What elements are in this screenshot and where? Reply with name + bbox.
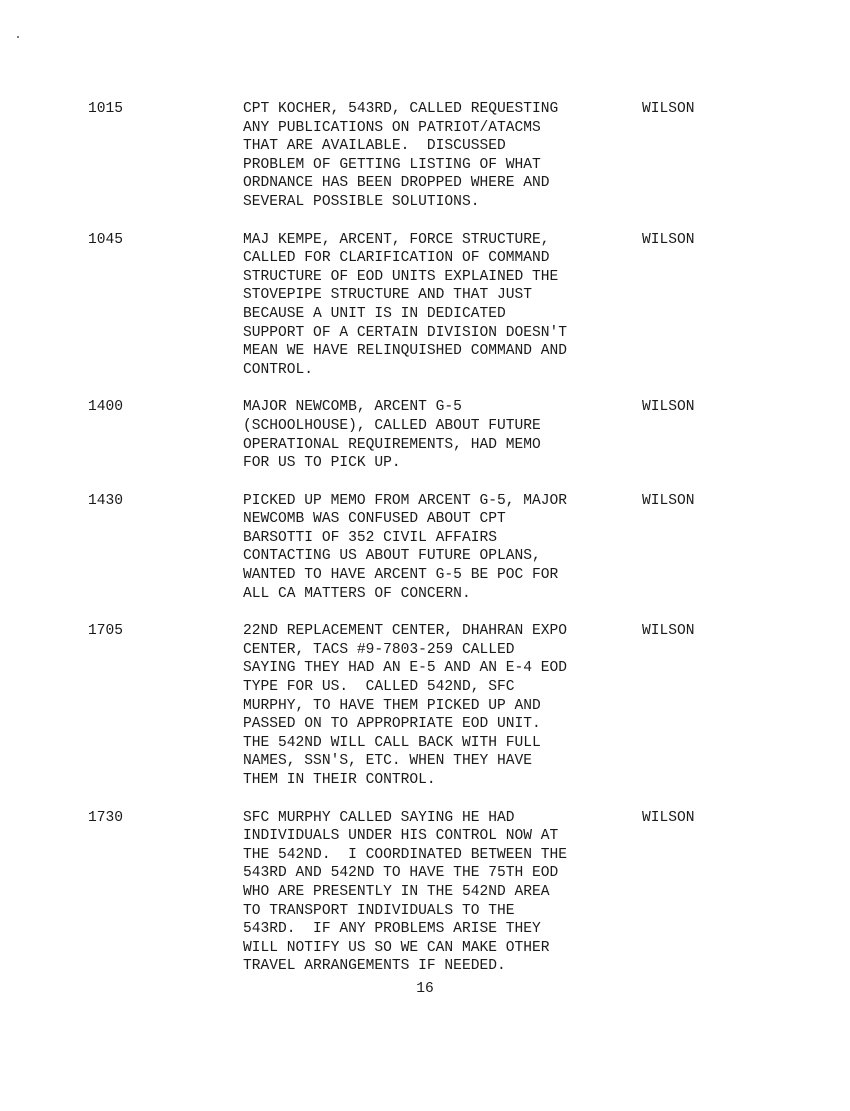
entry-text [243,492,623,604]
log-entry [88,398,808,472]
entry-line: 543RD AND 542ND TO HAVE THE 75TH EOD [243,865,559,882]
entry-line: THEM IN THEIR CONTROL. [243,772,436,788]
entry-text [243,398,623,472]
entry-line: WANTED TO HAVE ARCENT G-5 BE POC FOR [243,567,559,584]
entry-officer: WILSON [642,399,695,416]
entry-line: INDIVIDUALS UNDER HIS CONTROL NOW AT [243,828,559,845]
entry-text [243,622,623,789]
entry-time: 1015 [88,101,124,117]
entry-line: NAMES, SSN'S, ETC. WHEN THEY HAVE [243,753,533,770]
entry-line: SUPPORT OF A CERTAIN DIVISION DOESN'T [243,324,568,341]
log-entries [88,100,808,995]
entry-time: 1705 [88,623,124,640]
page-number: 16 [416,981,434,997]
log-entry [88,622,808,789]
entry-line: CPT KOCHER, 543RD, CALLED REQUESTING [243,101,559,117]
entry-line: OPERATIONAL REQUIREMENTS, HAD MEMO [243,436,541,453]
entry-line: ORDNANCE HAS BEEN DROPPED WHERE AND [243,175,550,192]
entry-time: 1430 [88,492,124,509]
entry-line: BARSOTTI OF 352 CIVIL AFFAIRS [243,529,497,546]
entry-line: TRAVEL ARRANGEMENTS IF NEEDED. [243,958,506,975]
entry-line: BECAUSE A UNIT IS IN DEDICATED [243,305,506,322]
log-entry [88,492,808,604]
entry-line: 543RD. IF ANY PROBLEMS ARISE THEY [243,921,541,938]
entry-line: TYPE FOR US. CALLED 542ND, SFC [243,679,515,696]
entry-line: PASSED ON TO APPROPRIATE EOD UNIT. [243,716,541,733]
entry-line: SFC MURPHY CALLED SAYING HE HAD [243,809,515,826]
entry-line: PICKED UP MEMO FROM ARCENT G-5, MAJOR [243,492,568,509]
entry-line: WHO ARE PRESENTLY IN THE 542ND AREA [243,883,550,900]
entry-line: MURPHY, TO HAVE THEM PICKED UP AND [243,697,541,714]
entry-officer: WILSON [642,623,695,640]
entry-officer: WILSON [642,809,695,826]
entry-line: ALL CA MATTERS OF CONCERN. [243,585,471,602]
entry-line: 22ND REPLACEMENT CENTER, DHAHRAN EXPO [243,623,568,640]
entry-line: THAT ARE AVAILABLE. DISCUSSED [243,138,506,155]
entry-line: MAJ KEMPE, ARCENT, FORCE STRUCTURE, [243,231,550,248]
entry-time: 1400 [88,399,124,416]
entry-line: STOVEPIPE STRUCTURE AND THAT JUST [243,287,533,304]
entry-time: 1045 [88,231,124,248]
entry-officer: WILSON [642,492,695,509]
entry-text [243,809,623,976]
scan-speck [17,36,19,38]
entry-line: CALLED FOR CLARIFICATION OF COMMAND [243,250,550,267]
entry-line: SEVERAL POSSIBLE SOLUTIONS. [243,193,480,210]
log-entry [88,809,808,976]
entry-text [243,231,623,380]
log-entry [88,231,808,380]
entry-line: NEWCOMB WAS CONFUSED ABOUT CPT [243,511,506,528]
entry-line: CENTER, TACS #9-7803-259 CALLED [243,641,515,658]
entry-officer: WILSON [642,231,695,248]
entry-line: SAYING THEY HAD AN E-5 AND AN E-4 EOD [243,660,568,677]
entry-time: 1730 [88,809,124,826]
entry-line: THE 542ND. I COORDINATED BETWEEN THE [243,846,568,863]
entry-line: WILL NOTIFY US SO WE CAN MAKE OTHER [243,939,550,956]
entry-line: MEAN WE HAVE RELINQUISHED COMMAND AND [243,343,568,360]
entry-text [243,100,623,212]
entry-line: STRUCTURE OF EOD UNITS EXPLAINED THE [243,268,559,285]
entry-line: FOR US TO PICK UP. [243,455,401,472]
log-entry [88,100,808,212]
entry-line: THE 542ND WILL CALL BACK WITH FULL [243,734,541,751]
entry-officer: WILSON [642,101,695,117]
entry-line: CONTACTING US ABOUT FUTURE OPLANS, [243,548,541,565]
entry-line: MAJOR NEWCOMB, ARCENT G-5 [243,399,462,416]
entry-line: (SCHOOLHOUSE), CALLED ABOUT FUTURE [243,417,541,434]
entry-line: CONTROL. [243,361,314,378]
entry-line: ANY PUBLICATIONS ON PATRIOT/ATACMS [243,119,541,136]
entry-line: TO TRANSPORT INDIVIDUALS TO THE [243,902,515,919]
entry-line: PROBLEM OF GETTING LISTING OF WHAT [243,156,541,173]
